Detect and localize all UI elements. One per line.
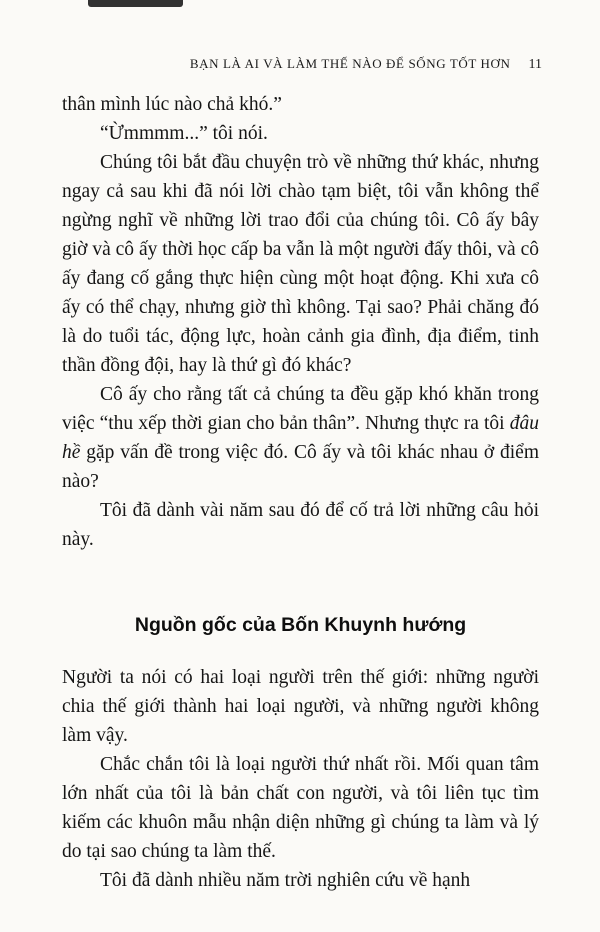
paragraph-cutoff: Tôi đã dành nhiều năm trời nghiên cứu về hạnh — [100, 870, 471, 891]
body-text — [62, 90, 539, 895]
page-number: 11 — [528, 57, 542, 72]
paragraph-segment: Cô ấy cho rằng tất cả chúng ta đều gặp khó khăn trong việc “thu xếp thời gian cho bản thân”. Nhưng thực ra tôi — [62, 384, 539, 434]
paragraph: Tôi đã dành vài năm sau đó để cố trả lời những câu hỏi này. — [62, 500, 539, 550]
section-heading: Nguồn gốc của Bốn Khuynh hướng — [134, 614, 467, 636]
paragraph-segment: gặp vấn đề trong việc đó. Cô ấy và tôi khác nhau ở điểm nào? — [62, 442, 539, 492]
paragraph-dialogue: “Ừmmmm...” tôi nói. — [100, 123, 268, 144]
paragraph-continuation: thân mình lúc nào chả khó.” — [62, 94, 282, 115]
paragraph: Chắc chắn tôi là loại người thứ nhất rồi. Mối quan tâm lớn nhất của tôi là bản chất con người, và tôi liên tục tìm kiếm các khuôn mẫu nhận diện những gì chúng ta làm và lý do tại sao chúng ta làm thế. — [62, 754, 539, 862]
paragraph — [62, 380, 539, 496]
scan-artifact — [88, 0, 183, 7]
page-header — [62, 56, 542, 73]
paragraph-segment-italic: đâu hề — [62, 413, 539, 463]
paragraph: Chúng tôi bắt đầu chuyện trò về những thứ khác, nhưng ngay cả sau khi đã nói lời chào tạm biệt, tôi vẫn không thể ngừng nghĩ về những lời trao đổi của chúng tôi. Cô ấy bây giờ và cô ấy thời học cấp ba vẫn là một người đấy thôi, và cô ấy đang cố gắng thực hiện cùng một hoạt động. Khi xưa cô ấy có thể chạy, nhưng giờ thì không. Tại sao? Phải chăng đó là do tuổi tác, động lực, hoàn cảnh gia đình, địa điểm, tinh thần đồng đội, hay là thứ gì đó khác? — [62, 152, 539, 376]
paragraph: Người ta nói có hai loại người trên thế giới: những người chia thế giới thành hai loại người, và những người không làm vậy. — [62, 667, 539, 746]
running-title: BẠN LÀ AI VÀ LÀM THẾ NÀO ĐỂ SỐNG TỐT HƠN — [189, 56, 511, 71]
